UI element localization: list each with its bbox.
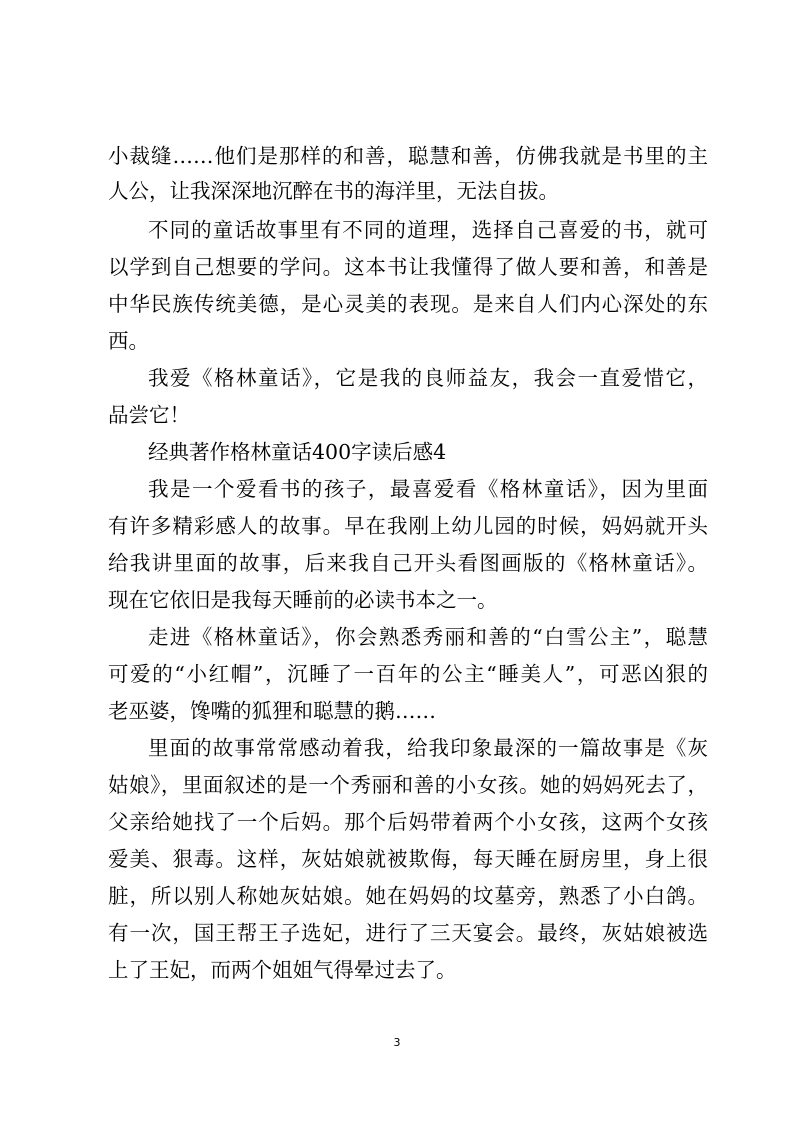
paragraph-line: 品尝它！ xyxy=(108,403,190,427)
paragraph-line: 中华民族传统美德，是心灵美的表现。是来自人们内心深处的东 xyxy=(108,292,708,316)
paragraph-line: 脏，所以别人称她灰姑娘。她在妈妈的坟墓旁，熟悉了小白鸽。 xyxy=(108,884,708,908)
paragraph-line: 里面的故事常常感动着我，给我印象最深的一篇故事是《灰 xyxy=(148,736,708,760)
paragraph-line: 人公，让我深深地沉醉在书的海洋里，无法自拔。 xyxy=(108,179,559,203)
paragraph-line: 爱美、狠毒。这样，灰姑娘就被欺侮，每天睡在厨房里，身上很 xyxy=(108,847,708,871)
page-number: 3 xyxy=(393,1036,401,1049)
paragraph-line: 现在它依旧是我每天睡前的必读书本之一。 xyxy=(108,588,498,612)
paragraph-line: 父亲给她找了一个后妈。那个后妈带着两个小女孩，这两个女孩 xyxy=(108,810,708,834)
paragraph-line: 走进《格林童话》，你会熟悉秀丽和善的“白雪公主”，聪慧 xyxy=(148,625,708,649)
paragraph-line: 有一次，国王帮王子选妃，进行了三天宴会。最终，灰姑娘被选 xyxy=(108,921,708,945)
paragraph-line: 上了王妃，而两个姐姐气得晕过去了。 xyxy=(108,958,457,982)
paragraph-line: 不同的童话故事里有不同的道理，选择自己喜爱的书，就可 xyxy=(148,218,708,242)
paragraph-line: 以学到自己想要的学问。这本书让我懂得了做人要和善，和善是 xyxy=(108,255,708,279)
paragraph-line: 可爱的“小红帽”，沉睡了一百年的公主“睡美人”，可恶凶狠的 xyxy=(108,662,708,686)
paragraph-line: 给我讲里面的故事，后来我自己开头看图画版的《格林童话》。 xyxy=(108,551,708,575)
paragraph-line: 我是一个爱看书的孩子，最喜爱看《格林童话》，因为里面 xyxy=(148,477,708,501)
paragraph-line: 西。 xyxy=(108,329,149,353)
paragraph-line: 我爱《格林童话》，它是我的良师益友，我会一直爱惜它， xyxy=(148,366,708,390)
paragraph-line: 老巫婆，馋嘴的狐狸和聪慧的鹅…… xyxy=(108,699,436,723)
paragraph-line: 有许多精彩感人的故事。早在我刚上幼儿园的时候，妈妈就开头 xyxy=(108,514,708,538)
section-heading: 经典著作格林童话400字读后感4 xyxy=(148,440,447,464)
paragraph-line: 姑娘》，里面叙述的是一个秀丽和善的小女孩。她的妈妈死去了， xyxy=(108,773,708,797)
paragraph-line: 小裁缝……他们是那样的和善，聪慧和善，仿佛我就是书里的主 xyxy=(108,144,708,168)
